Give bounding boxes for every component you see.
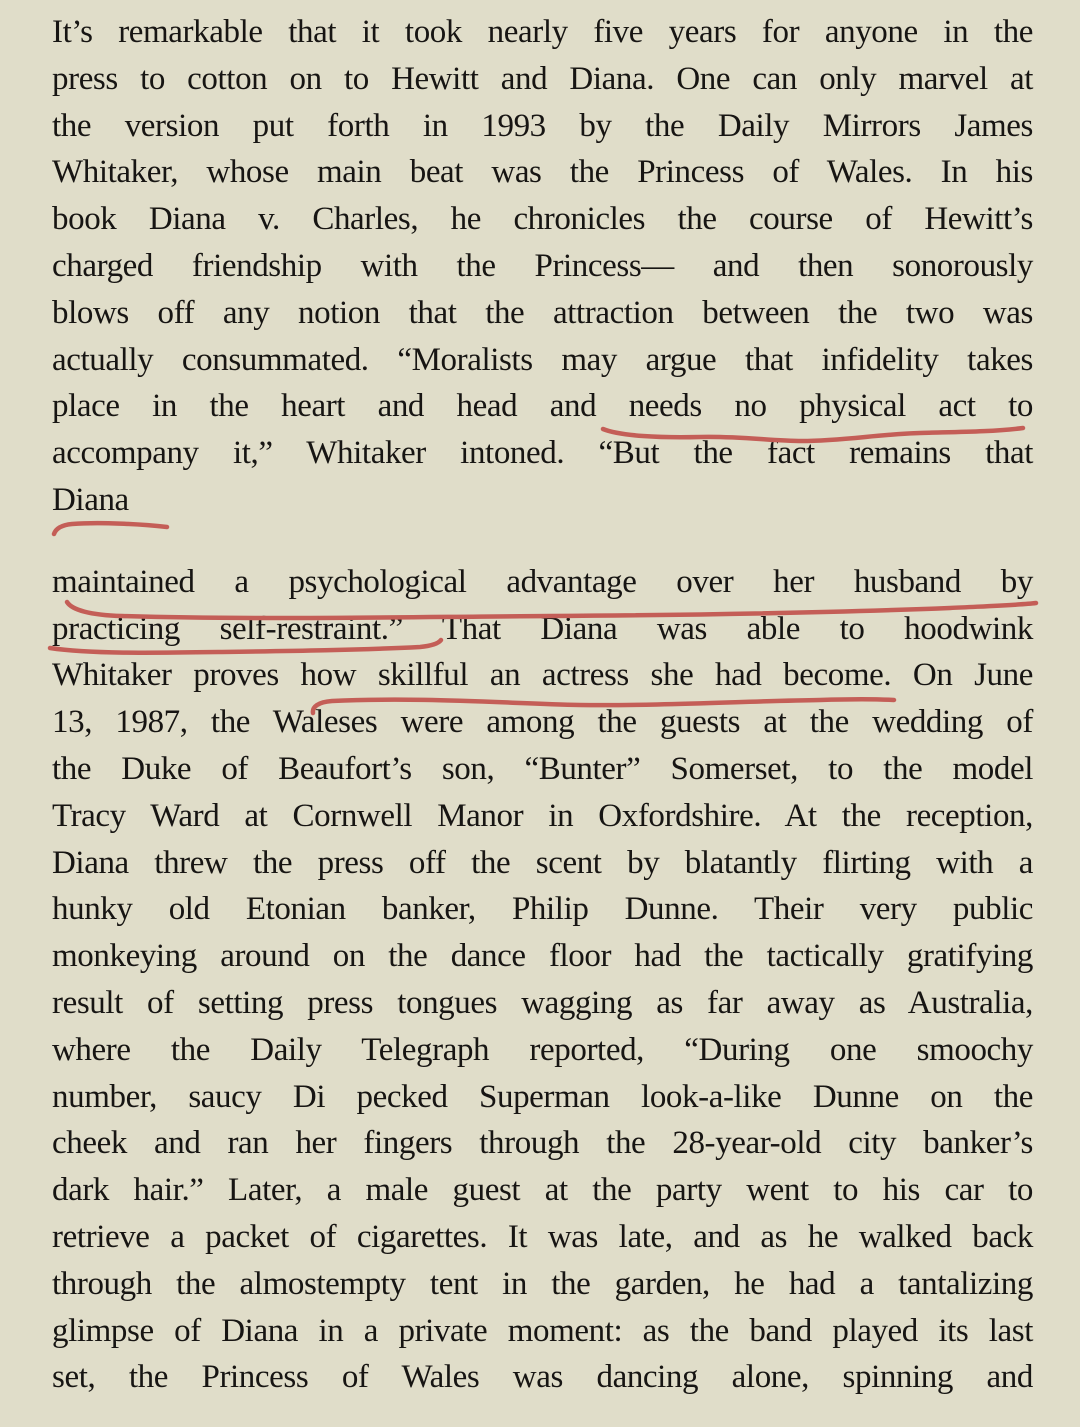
text-line: dark hair.” Later, a male guest at the party went to his car to <box>52 1172 1033 1209</box>
text-line: Whitaker, whose main beat was the Princess of Wales. In his <box>52 154 1033 191</box>
text-line-underlined: Diana <box>52 481 129 518</box>
paragraph <box>52 559 1033 1401</box>
book-page-text <box>52 9 1033 1401</box>
text-line: hunky old Etonian banker, Philip Dunne. Their very public <box>52 891 1033 928</box>
text-line: the Duke of Beaufort’s son, “Bunter” Somerset, to the model <box>52 750 1033 787</box>
text-line: number, saucy Di pecked Superman look-a-like Dunne on the <box>52 1078 1033 1115</box>
text-line: It’s remarkable that it took nearly five years for anyone in the <box>52 14 1033 50</box>
text-line: glimpse of Diana in a private moment: as the band played its last <box>52 1312 1033 1349</box>
text-line: Tracy Ward at Cornwell Manor in Oxfordshire. At the reception, <box>52 797 1033 834</box>
text-line-underlined: maintained a psychological advantage over her husband by <box>52 563 1033 600</box>
text-line: monkeying around on the dance floor had the tactically gratifying <box>52 938 1033 975</box>
text-line: charged friendship with the Princess— and then sonorously <box>52 247 1033 284</box>
text-line: Diana threw the press off the scent by blatantly flirting with a <box>52 844 1033 881</box>
text-line-underlined: place in the heart and head and needs no physical act to <box>52 388 1033 425</box>
text-line: retrieve a packet of cigarettes. It was late, and as he walked back <box>52 1218 1033 1255</box>
text-line: where the Daily Telegraph reported, “During one smoochy <box>52 1031 1033 1068</box>
text-line: 13, 1987, the Waleses were among the guests at the wedding of <box>52 704 1033 741</box>
text-line-underlined: practicing self-restraint.” That Diana was able to hoodwink <box>52 610 1033 647</box>
text-line: result of setting press tongues wagging as far away as Australia, <box>52 984 1033 1021</box>
text-line: the version put forth in 1993 by the Daily Mirrors James <box>52 107 1033 144</box>
text-line: actually consummated. “Moralists may argue that infidelity takes <box>52 341 1033 378</box>
text-line: accompany it,” Whitaker intoned. “But the fact remains that <box>52 435 1033 472</box>
text-line: through the almostempty tent in the garden, he had a tantalizing <box>52 1265 1033 1302</box>
text-line: blows off any notion that the attraction between the two was <box>52 294 1033 331</box>
text-line: book Diana v. Charles, he chronicles the course of Hewitt’s <box>52 201 1033 238</box>
text-line-underlined: Whitaker proves how skillful an actress she had become. On June <box>52 657 1033 694</box>
text-line: press to cotton on to Hewitt and Diana. One can only marvel at <box>52 60 1033 97</box>
paragraph <box>52 9 1033 524</box>
text-line: set, the Princess of Wales was dancing alone, spinning and <box>52 1359 1033 1396</box>
text-line: cheek and ran her fingers through the 28-year-old city banker’s <box>52 1125 1033 1162</box>
